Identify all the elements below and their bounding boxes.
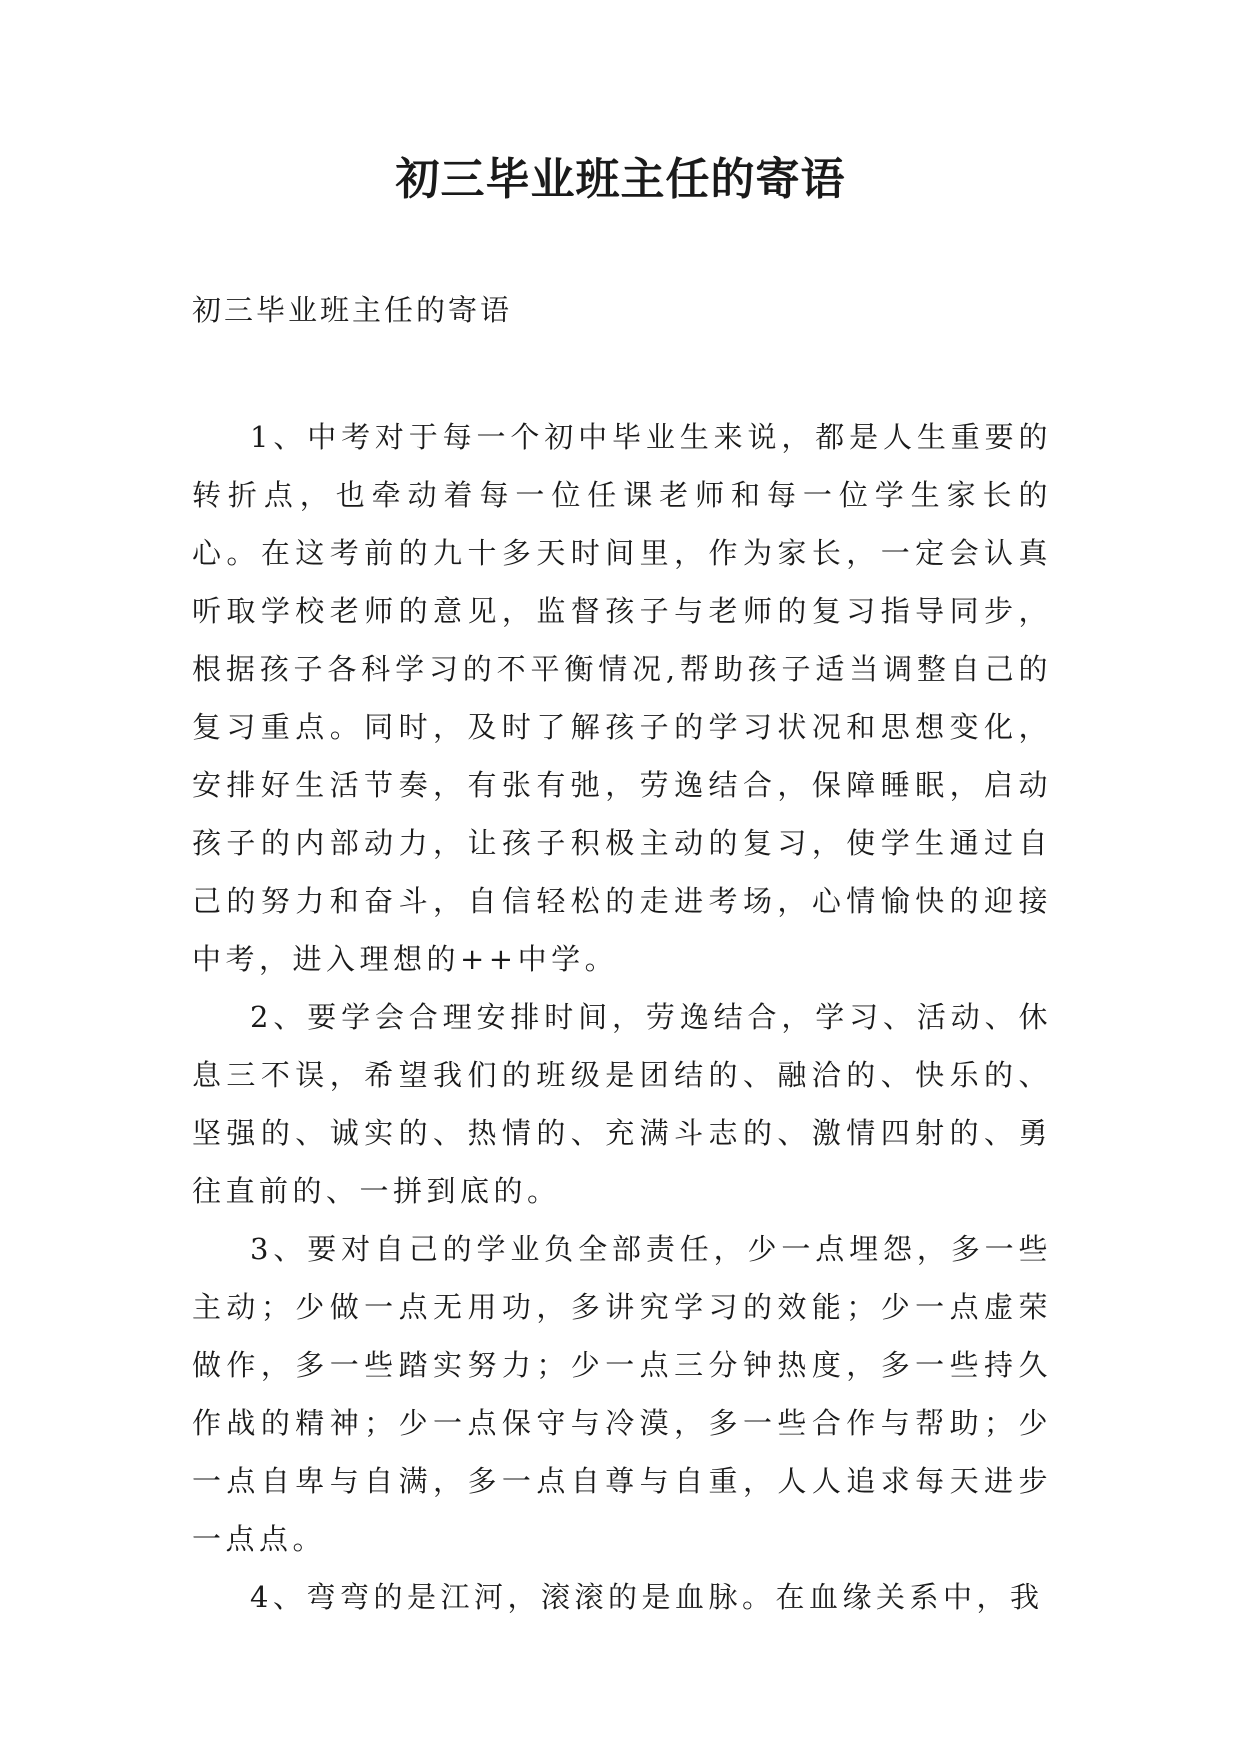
paragraph-3: 3、要对自己的学业负全部责任，少一点埋怨，多一些主动；少做一点无用功，多讲究学习的效能；少一点虚荣做作，多一些踏实努力；少一点三分钟热度，多一些持久作战的精神；少一点保守与冷漠，多一些合作与帮助；少一点自卑与自满，多一点自尊与自重，人人追求每天进步一点点。 [192, 1232, 1052, 1556]
document-body [192, 408, 1052, 1626]
paragraph-4: 4、弯弯的是江河，滚滚的是血脉。在血缘关系中，我 [250, 1580, 1044, 1614]
paragraph-1: 1、中考对于每一个初中毕业生来说，都是人生重要的转折点，也牵动着每一位任课老师和每一位学生家长的心。在这考前的九十多天时间里，作为家长，一定会认真听取学校老师的意见，监督孩子与老师的复习指导同步，根据孩子各科学习的不平衡情况,帮助孩子适当调整自己的复习重点。同时，及时了解孩子的学习状况和思想变化，安排好生活节奏，有张有弛，劳逸结合，保障睡眠，启动孩子的内部动力，让孩子积极主动的复习，使学生通过自己的努力和奋斗，自信轻松的走进考场，心情愉快的迎接中考，进入理想的++中学。 [192, 420, 1052, 976]
paragraph-2: 2、要学会合理安排时间，劳逸结合，学习、活动、休息三不误，希望我们的班级是团结的、融洽的、快乐的、坚强的、诚实的、热情的、充满斗志的、激情四射的、勇往直前的、一拼到底的。 [192, 1000, 1052, 1208]
document-title: 初三毕业班主任的寄语 [395, 154, 846, 205]
document-subtitle: 初三毕业班主任的寄语 [192, 293, 513, 327]
